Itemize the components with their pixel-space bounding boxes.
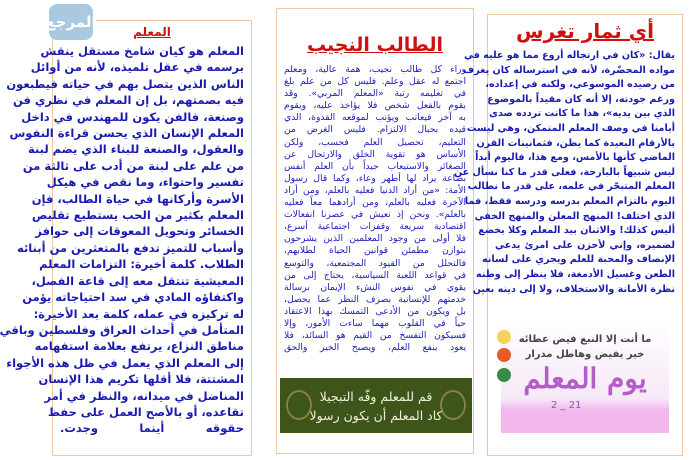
text-line: مناطق النزاع، يرتفع بعلامة استفهامه [34,339,244,354]
text-line: اقتصادية سريعة وقفزات اجتماعية أسرع، [284,221,466,233]
text-line: إلى المعلم الذي يعمل في ظل هذه الأجواء [6,355,244,370]
banner-line: قم للمعلم وفّه التبجيلا [319,388,433,404]
flower-icon [497,330,511,344]
text-line: الأسرة وأركانها في حياة الطالب، فإن [31,191,244,206]
text-line: أليس كذلك! والاثنان بيد المعلم وكلا يخضع [478,225,675,237]
text-line: الطلاب. كلمة أخيرة: التزامات المعلم [39,257,244,272]
column-title: المعلم [133,25,171,39]
teachers-day-card-image [501,318,669,433]
text-line: ليس شبيهاً بالبارحة، فعلى قدر ما كنا نسأل عن [453,166,675,178]
text-line: وراء كل طالب نجيب، همة عالية، ومعلم [284,64,466,75]
text-line: قيده بحبال الالتزام. فليس الغرض من [284,124,466,136]
text-line: مواده المحضّرة، لأنه في استرساله كان يغرف [463,64,675,76]
text-line: الآخرة فعليه بالعلم، ومن أرادهما معاً فعليه [284,197,466,209]
card-line: ما أنت إلا النبع فيض عطائه [518,334,652,345]
flower-icon [497,348,511,362]
card-date: 2 _ 21 [551,400,582,411]
text-line: من رصيده الموسوعي، ولكنه في إعداده، [485,79,675,91]
text-line: أيامنا في وصف المعلم المتمكن، وهي ليست [466,122,675,134]
text-line: يقوي في نفوس النشء الإيمان برسالة [284,281,466,293]
text-line: له تركيزه في عمله، كلمة بعد الأخيرة: [33,306,244,321]
text-line: في تعليمه رتبة «المعلم المربي». وقد [284,88,466,100]
ornament-icon [440,390,466,420]
card-line: خير يفيض وهاطل مدرار [525,349,645,360]
text-line: واكتفاؤه المادي في سد احتياجاته يؤمن [22,290,244,305]
text-line: اجتمع له عقل وعلم. فليس كل من علم بلغ [284,76,466,88]
text-line: في قواعد اللعبة السياسية، يحتاج إلى من [284,269,466,281]
text-line: لضميره، وإني لأحزن على امرئ يدعي [495,239,675,251]
site-logo [45,4,97,40]
text-line: المعلم الإنسان الذي يحسن قراءة النفوس [9,126,244,141]
text-line: حقوقه أينما وجدت. [60,421,244,436]
text-line: يقال: «كان في ارتجاله أروع مما هو عليه في [463,50,675,61]
text-line: الإنصاف والمحبة للعلم ويجري على لسانه [481,254,675,266]
text-line: تفسير واحتواء، وما نقص في هيكل [46,175,244,190]
text-line: المعلم المتبحّر في علمه، على قدر ما نطالب [467,181,675,193]
text-line: الناس الذين يتصل بهم في حياته فيطبعون [6,76,244,91]
text-line: بل ويكون من الأدعى التمسك بهذا الاعتقاد [284,305,466,317]
text-line: الطعن وغسيل الأدمغة، فلا ينظر إلى وطنه [476,268,675,280]
column-text [0,43,251,437]
text-line: الصغائر والاستيعاب جيداً بأن العلم أنفس [284,160,466,172]
text-line: بتوازن مطمئن قوانين الحياة لطلابهم، [284,245,466,257]
column-teacher [0,20,252,456]
column-title: أي ثمار تغرس [516,19,654,43]
text-line: المعلم هو كيان شامخ مستقل ينقش [40,44,244,58]
text-line: المعلم بكثير من الحب يستطيع تقليص [31,208,244,223]
text-line: نظرة الأمانة والاستخلاف، ولا إلى دينه بعين [472,283,675,295]
flower-icon [497,368,511,382]
text-line: تقاعده، أو بالأصح العمل على حفظ [47,404,244,419]
text-line: حياً في القلوب مهما ساءت الأمور، وإلا [284,317,466,329]
text-line: برسمه في عقل تلميذه، لأنه من أوائل [30,60,244,75]
banner-line: كاد المعلم أن يكون رسولا [309,407,443,423]
text-line: به آخر فيعاتب ويؤنب لموقعه القدوة، الذي [284,112,466,124]
text-line: المناضل في ميدانه، والنظر في أمر [44,388,244,403]
text-line: وأسباب للتميز تدفع بالمتعثرين من أبنائه [17,240,244,255]
text-line: يعود ينفع العلم، ويصبح الخير والحق [284,342,466,354]
text-line: بالأرقام البعيدة كما يظن، فثمانينات القرن [476,137,675,149]
text-line: فالتحلل من القيود المجتمعية، والتوسع [284,257,466,269]
poem-banner-image [280,378,472,433]
text-line: الذي اختلف! المنهج المعلن والمنهج الخفي [474,210,675,222]
text-line: من علم على لبنة من أدب على ثالثة من [22,158,244,173]
text-line: المشتتة، فلا أقلها تكريم هذا الإنسان [38,372,244,387]
text-line: بضاعة يراد لها أطهر وعاء، وكما قال رسول [284,172,466,184]
column-text [453,49,682,297]
text-line: خدمتهم للإنسانية بصرف النظر عما يحصل، [284,293,466,305]
text-line: فلا أولى من وجود المعلمين الذين يشرحون [284,233,466,245]
text-line: المعيشية تنتقل معه إلى قاعة الفصل، [31,273,244,288]
text-line: فسيكون التفسخ من القيم هو السائد، فلا [284,330,466,342]
text-line: اليوم بالتزام المعلم بدرسه ودرسه فقط، فما [464,195,675,207]
text-line: والعقول، والصنعة للبناء الذي يضم لبنة [27,142,244,157]
text-line: فيه بصمتهم، بل إن المعلم في نظري فن [12,93,244,108]
text-line: المتأمل في أحداث العراق وفلسطين وباقي [0,322,244,337]
column-title: الطالب النجيب [306,34,444,56]
text-line: بالعلم». ونحن إذ نعيش في عصرنا انفعالات [284,209,466,221]
text-line: ورغم جودته، إلا أنه كان مقيداً بالموضوع [487,93,675,105]
card-title: يوم المعلم [523,362,647,395]
text-line: الماضي كأنها بالأمس، ومع هذا، فاليوم أبداً [475,152,675,164]
text-line: وصنعة، فالفن يكون للمهندس في داخل [21,109,244,124]
logo-text: المرجع [45,13,97,31]
text-line: الأساس هو تقوية الخلق والارتحال عن [284,148,466,160]
ornament-icon [286,390,312,420]
text-line: الأمة: «من أراد الدنيا فعليه بالعلم، ومن أراد [284,184,466,196]
text-line: الذي بين يديه»، هذا ما كانت تردده صدى [489,108,675,120]
text-line: الخسائر وتحويل المعوقات إلى حوافز [35,224,244,239]
text-line: يقوم بالفعل شخص فلا يؤاخذ عليه، ويقوم [284,100,466,112]
text-line: التعليم، تحصيل العلم فحسب، ولكن [284,136,466,148]
column-text [277,64,473,354]
